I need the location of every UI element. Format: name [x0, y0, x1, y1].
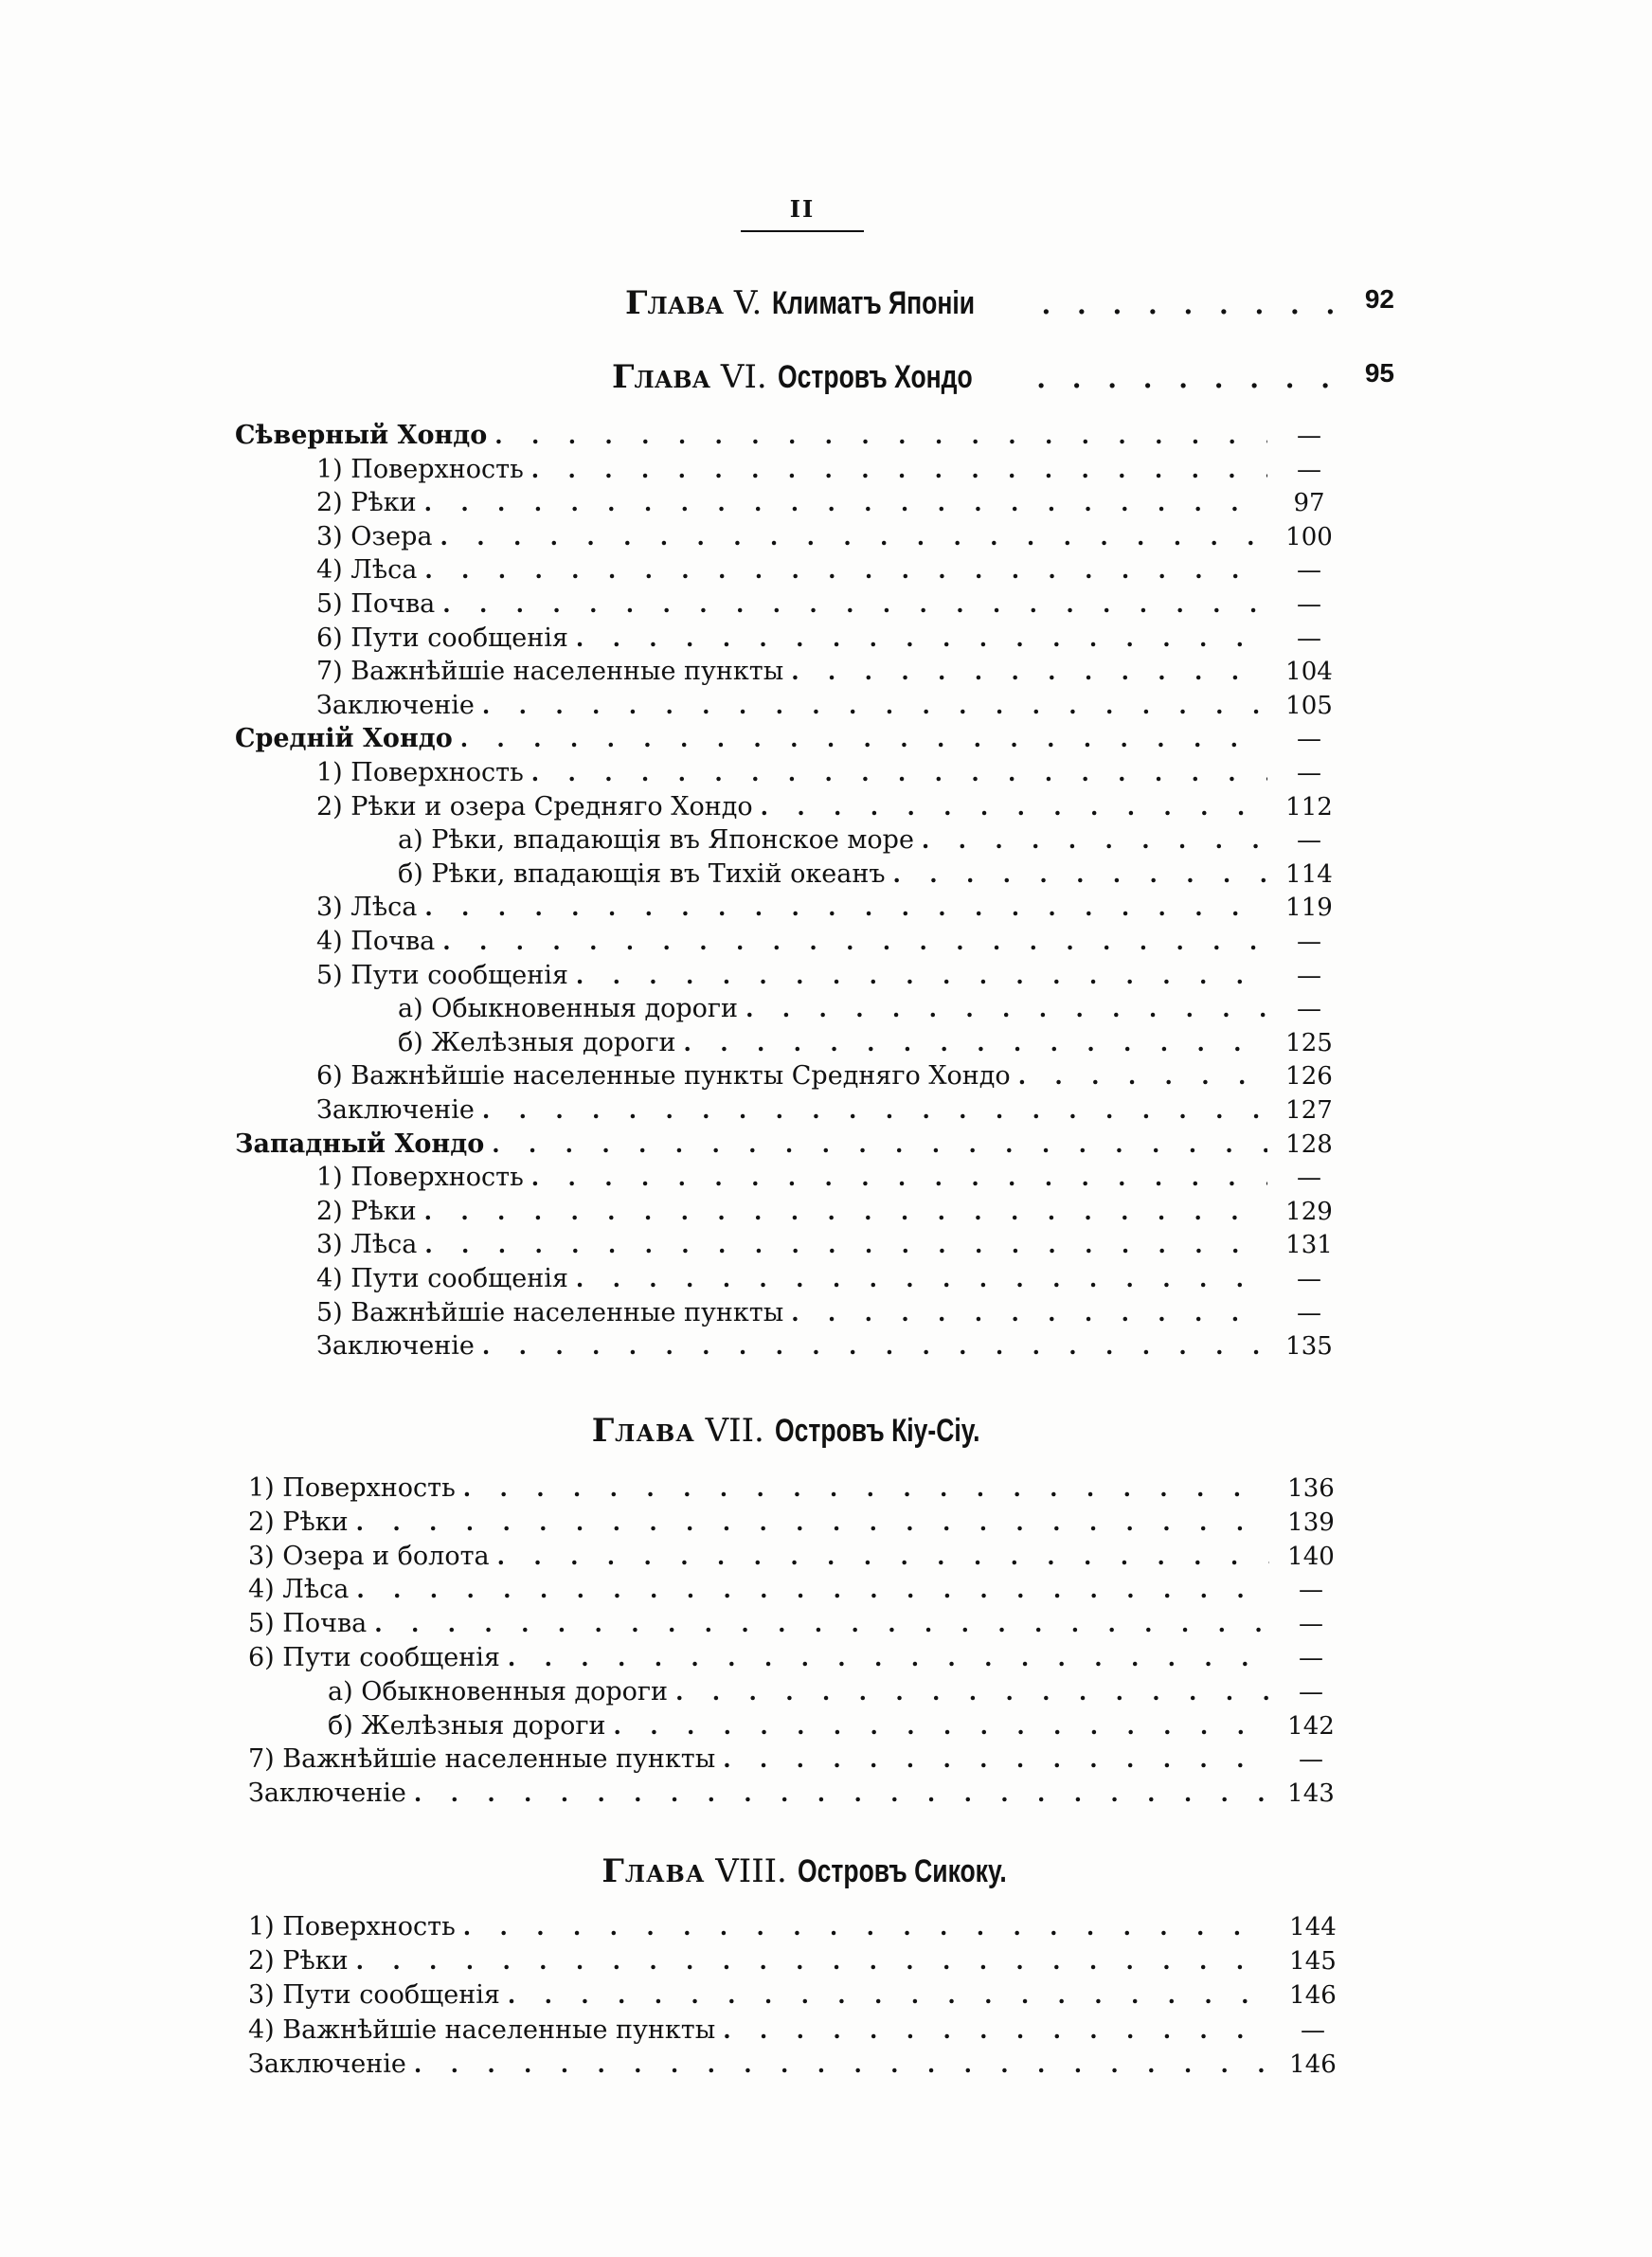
toc-entry-text: Заключеніе — [316, 1095, 475, 1125]
toc-entry-text: 1) Поверхность — [248, 1912, 456, 1941]
toc-entry-leader — [576, 622, 1267, 656]
toc-entry-text: Сѣверный Хондо — [235, 421, 488, 450]
toc-entry-page: 136 — [1287, 1474, 1335, 1503]
toc-entry-leader — [424, 1228, 1267, 1262]
toc-entry-page: — — [1297, 1265, 1321, 1293]
toc-entry-leader — [508, 1978, 1271, 2013]
toc-entry — [248, 2013, 1325, 2048]
toc-entry — [316, 756, 1321, 790]
chapter-5-leader — [1042, 289, 1346, 320]
toc-entry-leader — [442, 587, 1267, 622]
toc-entry — [248, 1742, 1323, 1777]
toc-entry — [248, 1944, 1337, 1978]
toc-entry-leader — [414, 2048, 1271, 2082]
toc-entry-text: а) Обыкновенныя дороги — [328, 1676, 669, 1706]
toc-entry-page: — — [1297, 759, 1321, 787]
toc-entry — [328, 1675, 1323, 1709]
toc-entry — [248, 1910, 1337, 1944]
toc-entry — [316, 1329, 1333, 1363]
toc-entry-page: — — [1299, 1644, 1323, 1672]
toc-entry-leader — [463, 1910, 1271, 1944]
toc-entry-leader — [492, 1128, 1267, 1162]
toc-entry-leader — [442, 925, 1267, 959]
toc-entry-page: — — [1297, 455, 1321, 484]
toc-entry-page: 125 — [1285, 1028, 1333, 1057]
toc-entry-leader — [791, 1296, 1267, 1330]
toc-entry-page: — — [1297, 725, 1321, 754]
toc-entry — [316, 655, 1333, 689]
toc-entry-leader — [482, 1329, 1267, 1363]
chapter-6-leader — [1036, 363, 1345, 394]
toc-entry — [248, 2048, 1337, 2082]
toc-entry — [316, 891, 1333, 925]
toc-entry-text: 4) Почва — [316, 927, 436, 956]
toc-entry-text: 2) Рѣки и озера Средняго Хондо — [316, 791, 753, 822]
chapter-7-label: Глава — [591, 1412, 695, 1450]
toc-entry-text: Заключеніе — [316, 690, 475, 720]
chapter-6-page: 95 — [1364, 358, 1394, 388]
toc-entry — [316, 453, 1321, 487]
toc-entry-page: — — [1297, 422, 1321, 450]
toc-entry-page: — — [1297, 961, 1321, 990]
toc-entry-text: 2) Рѣки — [316, 1196, 417, 1226]
toc-entry — [248, 1607, 1323, 1641]
toc-entry-leader — [508, 1641, 1269, 1675]
toc-entry-text: 2) Рѣки — [248, 1946, 349, 1977]
toc-entry-text: 5) Почва — [248, 1609, 368, 1639]
toc-entry-leader — [356, 1944, 1271, 1978]
toc-entry — [316, 1093, 1333, 1128]
toc-entry-leader — [463, 1472, 1269, 1506]
toc-entry-leader — [424, 486, 1267, 520]
toc-entry-text: 4) Лѣса — [316, 555, 418, 586]
toc-entry-page: — — [1297, 995, 1321, 1024]
toc-entry-page: — — [1297, 826, 1321, 856]
toc-entry — [316, 925, 1321, 959]
toc-entry-page: — — [1297, 928, 1321, 956]
toc-entry-leader — [684, 1026, 1267, 1060]
toc-entry — [316, 1228, 1333, 1262]
toc-entry-text: 4) Важнѣйшіе населенные пункты — [248, 2014, 716, 2045]
toc-entry — [248, 1978, 1337, 2013]
toc-entry-page: 131 — [1285, 1231, 1333, 1260]
toc-entry — [248, 1540, 1335, 1574]
chapter-8-number: VIII. — [715, 1852, 787, 1890]
toc-entry — [316, 689, 1333, 723]
toc-entry-text: 6) Пути сообщенія — [248, 1643, 500, 1672]
toc-entry — [235, 722, 1321, 756]
chapter-8-label: Глава — [602, 1852, 706, 1890]
toc-entry-leader — [531, 1161, 1267, 1195]
toc-entry — [248, 1573, 1323, 1607]
chapter-5-heading — [625, 284, 1394, 326]
toc-entry-text: б) Рѣки, впадающія въ Тихій океанъ — [398, 858, 886, 889]
toc-entry-text: 5) Почва — [316, 589, 436, 619]
toc-entry-page: — — [1299, 1576, 1323, 1605]
toc-entry-text: 6) Пути сообщенія — [316, 623, 568, 653]
toc-entry-page: 127 — [1285, 1096, 1333, 1125]
toc-entry-leader — [440, 520, 1267, 554]
toc-entry-leader — [482, 1093, 1267, 1128]
toc-entry-page: 144 — [1289, 1913, 1337, 1941]
toc-entry-page: 146 — [1289, 2049, 1337, 2079]
chapter-5-title: Климатъ Японіи — [772, 285, 976, 321]
toc-entry-leader — [497, 1540, 1269, 1574]
toc-entry — [248, 1472, 1335, 1506]
toc-entry-leader — [1018, 1059, 1267, 1093]
toc-entry-leader — [922, 823, 1267, 858]
chapter-5-heading-text — [625, 284, 1032, 322]
chapter-7-heading — [549, 1412, 1080, 1450]
toc-entry-leader — [482, 689, 1267, 723]
chapter-6-number: VI. — [720, 358, 767, 396]
toc-entry-text: 3) Лѣса — [316, 893, 418, 923]
toc-entry-page: — — [1299, 1677, 1323, 1706]
toc-entry-text: 5) Важнѣйшіе населенные пункты — [316, 1297, 784, 1327]
toc-entry-page: 145 — [1289, 1947, 1337, 1977]
chapter-6-heading-text — [612, 358, 1027, 396]
toc-entry — [398, 823, 1321, 858]
chapter-6-title: Островъ Хондо — [777, 359, 973, 395]
toc-entry-page: 114 — [1285, 859, 1333, 889]
chapter-6-heading — [612, 358, 1394, 400]
toc-entry-text: 2) Рѣки — [248, 1507, 349, 1537]
toc-entry-text: 1) Поверхность — [316, 1163, 524, 1193]
toc-entry-page: 142 — [1287, 1711, 1335, 1741]
toc-entry-page: 100 — [1285, 522, 1333, 551]
chapter-8-heading — [568, 1852, 1099, 1890]
toc-entry-text: а) Рѣки, впадающія въ Японское море — [398, 825, 914, 856]
toc-entry-page: 119 — [1285, 894, 1333, 923]
chapter-5-number: V. — [733, 284, 763, 322]
toc-entry — [316, 1161, 1321, 1195]
page-number-rule — [741, 230, 864, 232]
toc-entry-leader — [424, 891, 1267, 925]
toc-entry-text: Заключеніе — [248, 1779, 406, 1809]
toc-entry-text: Западный Хондо — [235, 1128, 485, 1159]
toc-entry — [316, 622, 1321, 656]
toc-entry-page: — — [1297, 556, 1321, 586]
toc-entry — [316, 1296, 1321, 1330]
toc-entry-leader — [614, 1709, 1269, 1743]
toc-entry-page: 129 — [1285, 1197, 1333, 1226]
toc-entry-page: — — [1297, 623, 1321, 653]
toc-entry-page: — — [1301, 2015, 1325, 2045]
toc-entry — [248, 1777, 1335, 1811]
toc-entry — [316, 486, 1325, 520]
toc-entry-page: 135 — [1285, 1332, 1333, 1362]
toc-entry-leader — [424, 1195, 1267, 1229]
toc-entry — [316, 959, 1321, 993]
toc-entry-text: Средній Хондо — [235, 724, 453, 754]
toc-entry-text: 1) Поверхность — [248, 1473, 456, 1503]
toc-entry — [316, 1059, 1333, 1093]
toc-entry — [235, 1128, 1333, 1162]
toc-entry-text: 7) Важнѣйшіе населенные пункты — [248, 1744, 716, 1775]
toc-entry-page: 146 — [1289, 1981, 1337, 2011]
toc-entry — [235, 419, 1321, 453]
toc-entry-text: 3) Пути сообщенія — [248, 1980, 500, 2011]
toc-entry-leader — [576, 959, 1267, 993]
toc-entry-page: 126 — [1285, 1062, 1333, 1092]
toc-entry-page: 112 — [1285, 792, 1333, 822]
toc-entry-leader — [374, 1607, 1269, 1641]
toc-entry-leader — [494, 419, 1267, 453]
toc-entry — [316, 587, 1321, 622]
toc-entry-leader — [791, 655, 1267, 689]
toc-entry — [316, 790, 1333, 824]
toc-entry-leader — [576, 1262, 1267, 1296]
chapter-7-title: Островъ Кіу-Сіу. — [774, 1413, 980, 1449]
toc-entry-leader — [460, 722, 1267, 756]
toc-entry — [398, 1026, 1333, 1060]
toc-entry-text: Заключеніе — [316, 1331, 475, 1362]
toc-entry-page: — — [1297, 590, 1321, 619]
toc-entry-page: 97 — [1293, 489, 1325, 518]
toc-entry-leader — [723, 2013, 1271, 2048]
chapter-8-title: Островъ Сикоку. — [797, 1853, 1007, 1889]
toc-entry-leader — [893, 858, 1267, 892]
toc-entry-leader — [531, 453, 1267, 487]
toc-entry-text: б) Желѣзныя дороги — [328, 1710, 606, 1741]
toc-entry-text: а) Обыкновенныя дороги — [398, 994, 739, 1024]
toc-entry-text: 1) Поверхность — [316, 758, 524, 787]
toc-entry-leader — [723, 1742, 1269, 1777]
toc-entry-page: 143 — [1287, 1779, 1335, 1809]
toc-entry-page: — — [1299, 1745, 1323, 1775]
toc-entry — [316, 553, 1321, 587]
toc-entry — [248, 1506, 1335, 1540]
toc-entry-text: 1) Поверхность — [316, 454, 524, 484]
toc-entry-text: 3) Озера и болота — [248, 1541, 490, 1571]
chapter-6-label: Глава — [612, 358, 711, 396]
toc-entry-text: 3) Лѣса — [316, 1230, 418, 1260]
toc-entry-leader — [356, 1506, 1269, 1540]
toc-entry-text: 2) Рѣки — [316, 488, 417, 518]
toc-entry-text: 4) Лѣса — [248, 1575, 350, 1605]
toc-entry-leader — [675, 1675, 1269, 1709]
toc-entry — [398, 992, 1321, 1026]
toc-entry-leader — [531, 756, 1267, 790]
toc-entry-text: 4) Пути сообщенія — [316, 1264, 568, 1293]
toc-entry — [398, 858, 1333, 892]
chapter-5-label: Глава — [625, 284, 725, 322]
toc-entry-page: 140 — [1287, 1542, 1335, 1571]
toc-entry-leader — [424, 553, 1267, 587]
toc-entry-page: — — [1299, 1610, 1323, 1639]
toc-entry-page: 105 — [1285, 691, 1333, 720]
toc-entry — [248, 1641, 1323, 1675]
page-number: II — [789, 195, 816, 223]
toc-entry-text: 5) Пути сообщенія — [316, 960, 568, 990]
toc-entry-text: 6) Важнѣйшіе населенные пункты Средняго Хондо — [316, 1061, 1011, 1092]
toc-entry-leader — [356, 1573, 1269, 1607]
toc-entry — [316, 520, 1333, 554]
chapter-7-number: VII. — [705, 1412, 764, 1450]
toc-entry-page: — — [1297, 1298, 1321, 1327]
toc-entry-leader — [745, 992, 1267, 1026]
toc-entry-text: Заключеніе — [248, 2049, 406, 2079]
toc-entry-text: 3) Озера — [316, 521, 433, 551]
chapter-5-page: 92 — [1364, 284, 1394, 314]
toc-entry — [316, 1195, 1333, 1229]
toc-entry-leader — [414, 1777, 1269, 1811]
toc-entry-page: 139 — [1287, 1508, 1335, 1537]
toc-entry — [328, 1709, 1335, 1743]
toc-entry-page: — — [1297, 1164, 1321, 1193]
toc-entry-text: б) Желѣзныя дороги — [398, 1027, 676, 1057]
toc-entry-page: 128 — [1285, 1129, 1333, 1159]
toc-entry-leader — [761, 790, 1267, 824]
toc-entry-text: 7) Важнѣйшіе населенные пункты — [316, 657, 784, 687]
toc-entry-page: 104 — [1285, 658, 1333, 687]
toc-entry — [316, 1262, 1321, 1296]
